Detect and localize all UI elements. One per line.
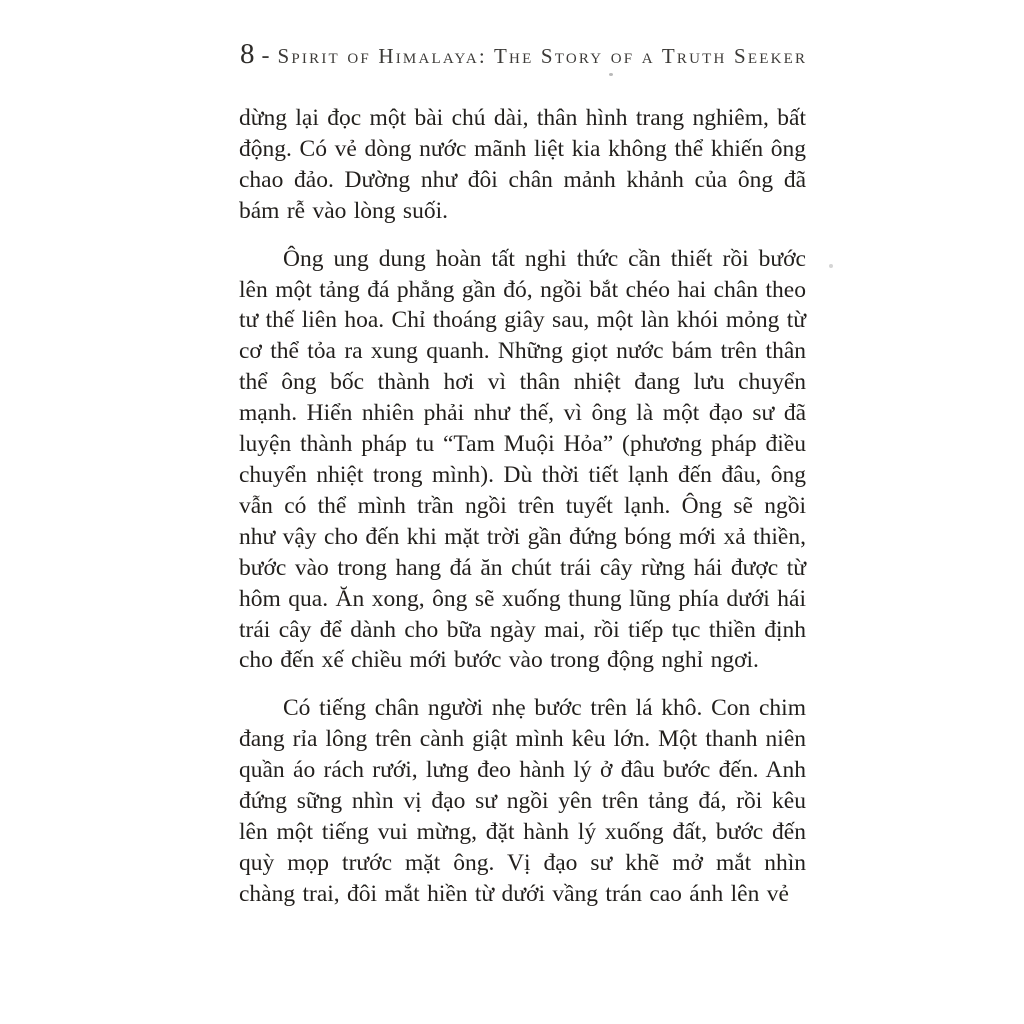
paragraph-continuation: dừng lại đọc một bài chú dài, thân hình trang nghiêm, bất động. Có vẻ dòng nước mãnh liệt kia không thể khiến ông chao đảo. Dường như đôi chân mảnh khảnh của ông đã bám rễ vào lòng suối. <box>239 105 806 224</box>
scan-speck <box>829 264 833 268</box>
paragraph-meditation: Ông ung dung hoàn tất nghi thức cần thiết rồi bước lên một tảng đá phẳng gần đó, ngồi bắt chéo hai chân theo tư thế liên hoa. Chỉ thoáng giây sau, một làn khói mỏng từ cơ thể tỏa ra xung quanh. Những giọt nước bám trên thân thể ông bốc thành hơi vì thân nhiệt đang lưu chuyển mạnh. Hiển nhiên phải như thế, vì ông là một đạo sư đã luyện thành pháp tu “Tam Muội Hỏa” (phương pháp điều chuyển nhiệt trong mình). Dù thời tiết lạnh đến đâu, ông vẫn có thể mình trần ngồi trên tuyết lạnh. Ông sẽ ngồi như vậy cho đến khi mặt trời gần đứng bóng mới xả thiền, bước vào trong hang đá ăn chút trái cây rừng hái được từ hôm qua. Ăn xong, ông sẽ xuống thung lũng phía dưới hái trái cây để dành cho bữa ngày mai, rồi tiếp tục thiền định cho đến xế chiều mới bước vào trong động nghỉ ngơi. <box>239 245 806 674</box>
header-separator: - <box>261 43 270 69</box>
running-title: Spirit of Himalaya: The Story of a Truth Seeker <box>277 44 808 68</box>
page-number: 8 <box>240 38 256 70</box>
running-header <box>240 38 807 71</box>
scan-speck <box>609 73 613 76</box>
paragraph-young-man: Có tiếng chân người nhẹ bước trên lá khô. Con chim đang rỉa lông trên cành giật mình kêu lớn. Một thanh niên quần áo rách rưới, lưng đeo hành lý ở đâu bước đến. Anh đứng sững nhìn vị đạo sư ngồi yên trên tảng đá, rồi kêu lên một tiếng vui mừng, đặt hành lý xuống đất, bước đến quỳ mọp trước mặt ông. Vị đạo sư khẽ mở mắt nhìn chàng trai, đôi mắt hiền từ dưới vầng trán cao ánh lên vẻ <box>239 695 806 907</box>
body-text <box>239 103 806 927</box>
